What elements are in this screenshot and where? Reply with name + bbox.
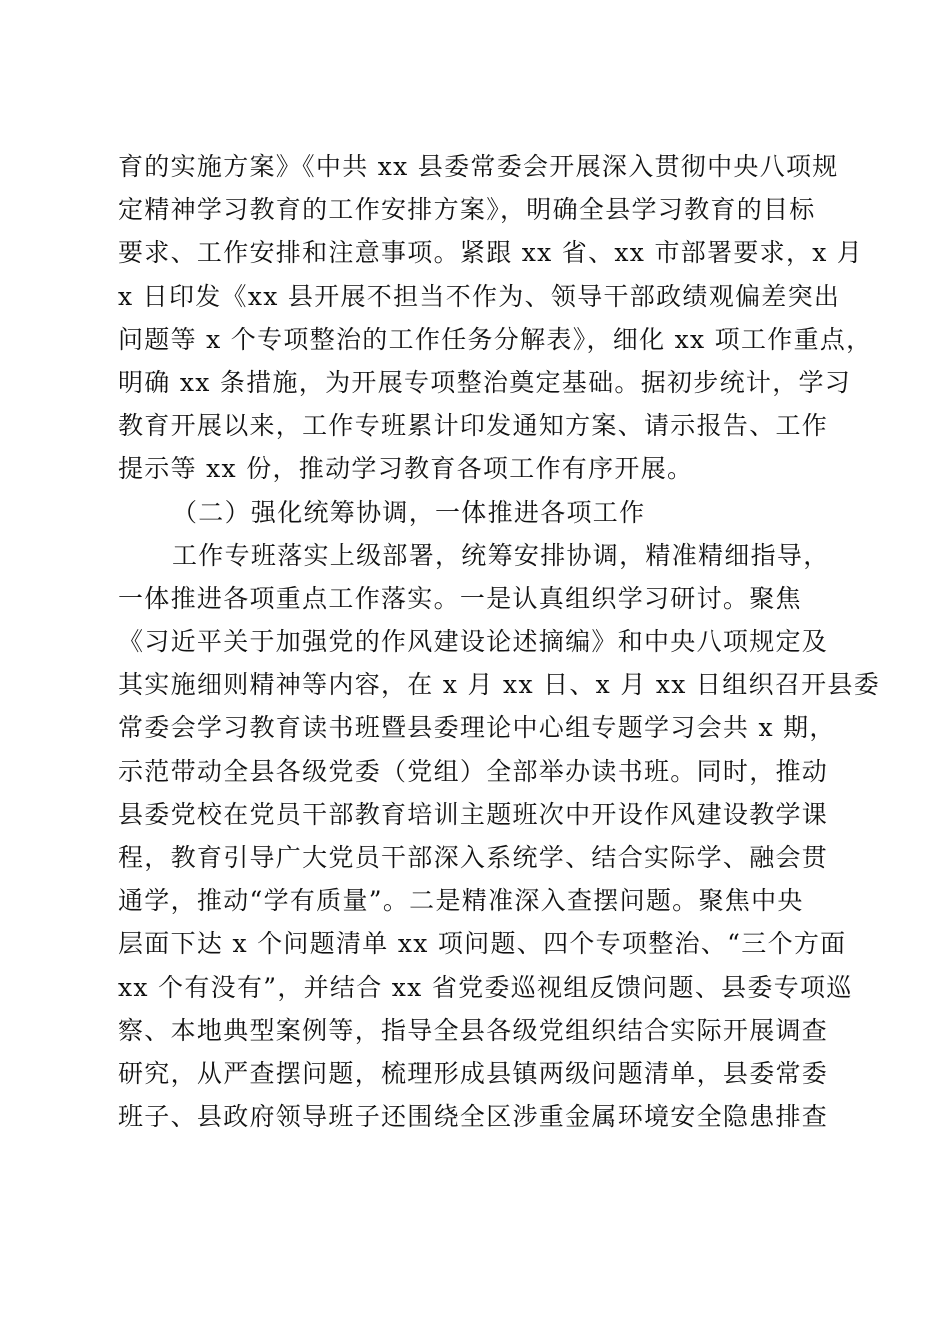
paragraph-line: 层面下达 x 个问题清单 xx 项问题、四个专项整治、“三个方面 [118,929,847,959]
section-heading: （二）强化统筹协调，一体推进各项工作 [172,497,646,527]
paragraph-line: 程，教育引导广大党员干部深入系统学、结合实际学、融会贯 [118,843,829,872]
paragraph-line: 问题等 x 个专项整治的工作任务分解表》，细化 xx 项工作重点， [118,324,873,354]
paragraph-line: xx 个有没有”，并结合 xx 省党委巡视组反馈问题、县委专项巡 [118,972,853,1002]
paragraph-line: 示范带动全县各级党委（党组）全部举办读书班。同时，推动 [118,756,829,786]
paragraph-line: 班子、县政府领导班子还围绕全区涉重金属环境安全隐患排查 [118,1102,829,1132]
paragraph-line: 明确 xx 条措施，为开展专项整治奠定基础。据初步统计，学习 [118,367,852,397]
document-body [118,145,881,1138]
paragraph-line: 提示等 xx 份，推动学习教育各项工作有序开展。 [118,454,694,484]
paragraph-line: 工作专班落实上级部署，统筹安排协调，精准精细指导， [172,540,830,570]
paragraph-line: 定精神学习教育的工作安排方案》，明确全县学习教育的目标 [118,195,816,225]
paragraph-line: 常委会学习教育读书班暨县委理论中心组专题学习会共 x 期， [118,713,836,743]
paragraph-line: 要求、工作安排和注意事项。紧跟 xx 省、xx 市部署要求，x 月 [118,238,864,268]
paragraph-line: x 日印发《xx 县开展不担当不作为、领导干部政绩观偏差突出 [118,281,841,311]
paragraph-line: 《习近平关于加强党的作风建设论述摘编》和中央八项规定及 [118,627,829,657]
paragraph-line: 其实施细则精神等内容，在 x 月 xx 日、x 月 xx 日组织召开县委 [118,670,881,700]
paragraph-line: 研究，从严查摆问题，梳理形成县镇两级问题清单，县委常委 [118,1058,829,1088]
paragraph-line: 察、本地典型案例等，指导全县各级党组织结合实际开展调查 [118,1015,829,1045]
paragraph-line: 育的实施方案》《中共 xx 县委常委会开展深入贯彻中央八项规 [118,152,839,181]
paragraph-line: 一体推进各项重点工作落实。一是认真组织学习研讨。聚焦 [118,583,802,613]
paragraph-1 [118,145,873,491]
paragraph-line: 通学，推动“学有质量”。二是精准深入查摆问题。聚焦中央 [118,886,804,916]
paragraph-2 [118,534,881,1139]
paragraph-line: 县委党校在党员干部教育培训主题班次中开设作风建设教学课 [118,799,829,829]
paragraph-line: 教育开展以来，工作专班累计印发通知方案、请示报告、工作 [118,411,829,441]
